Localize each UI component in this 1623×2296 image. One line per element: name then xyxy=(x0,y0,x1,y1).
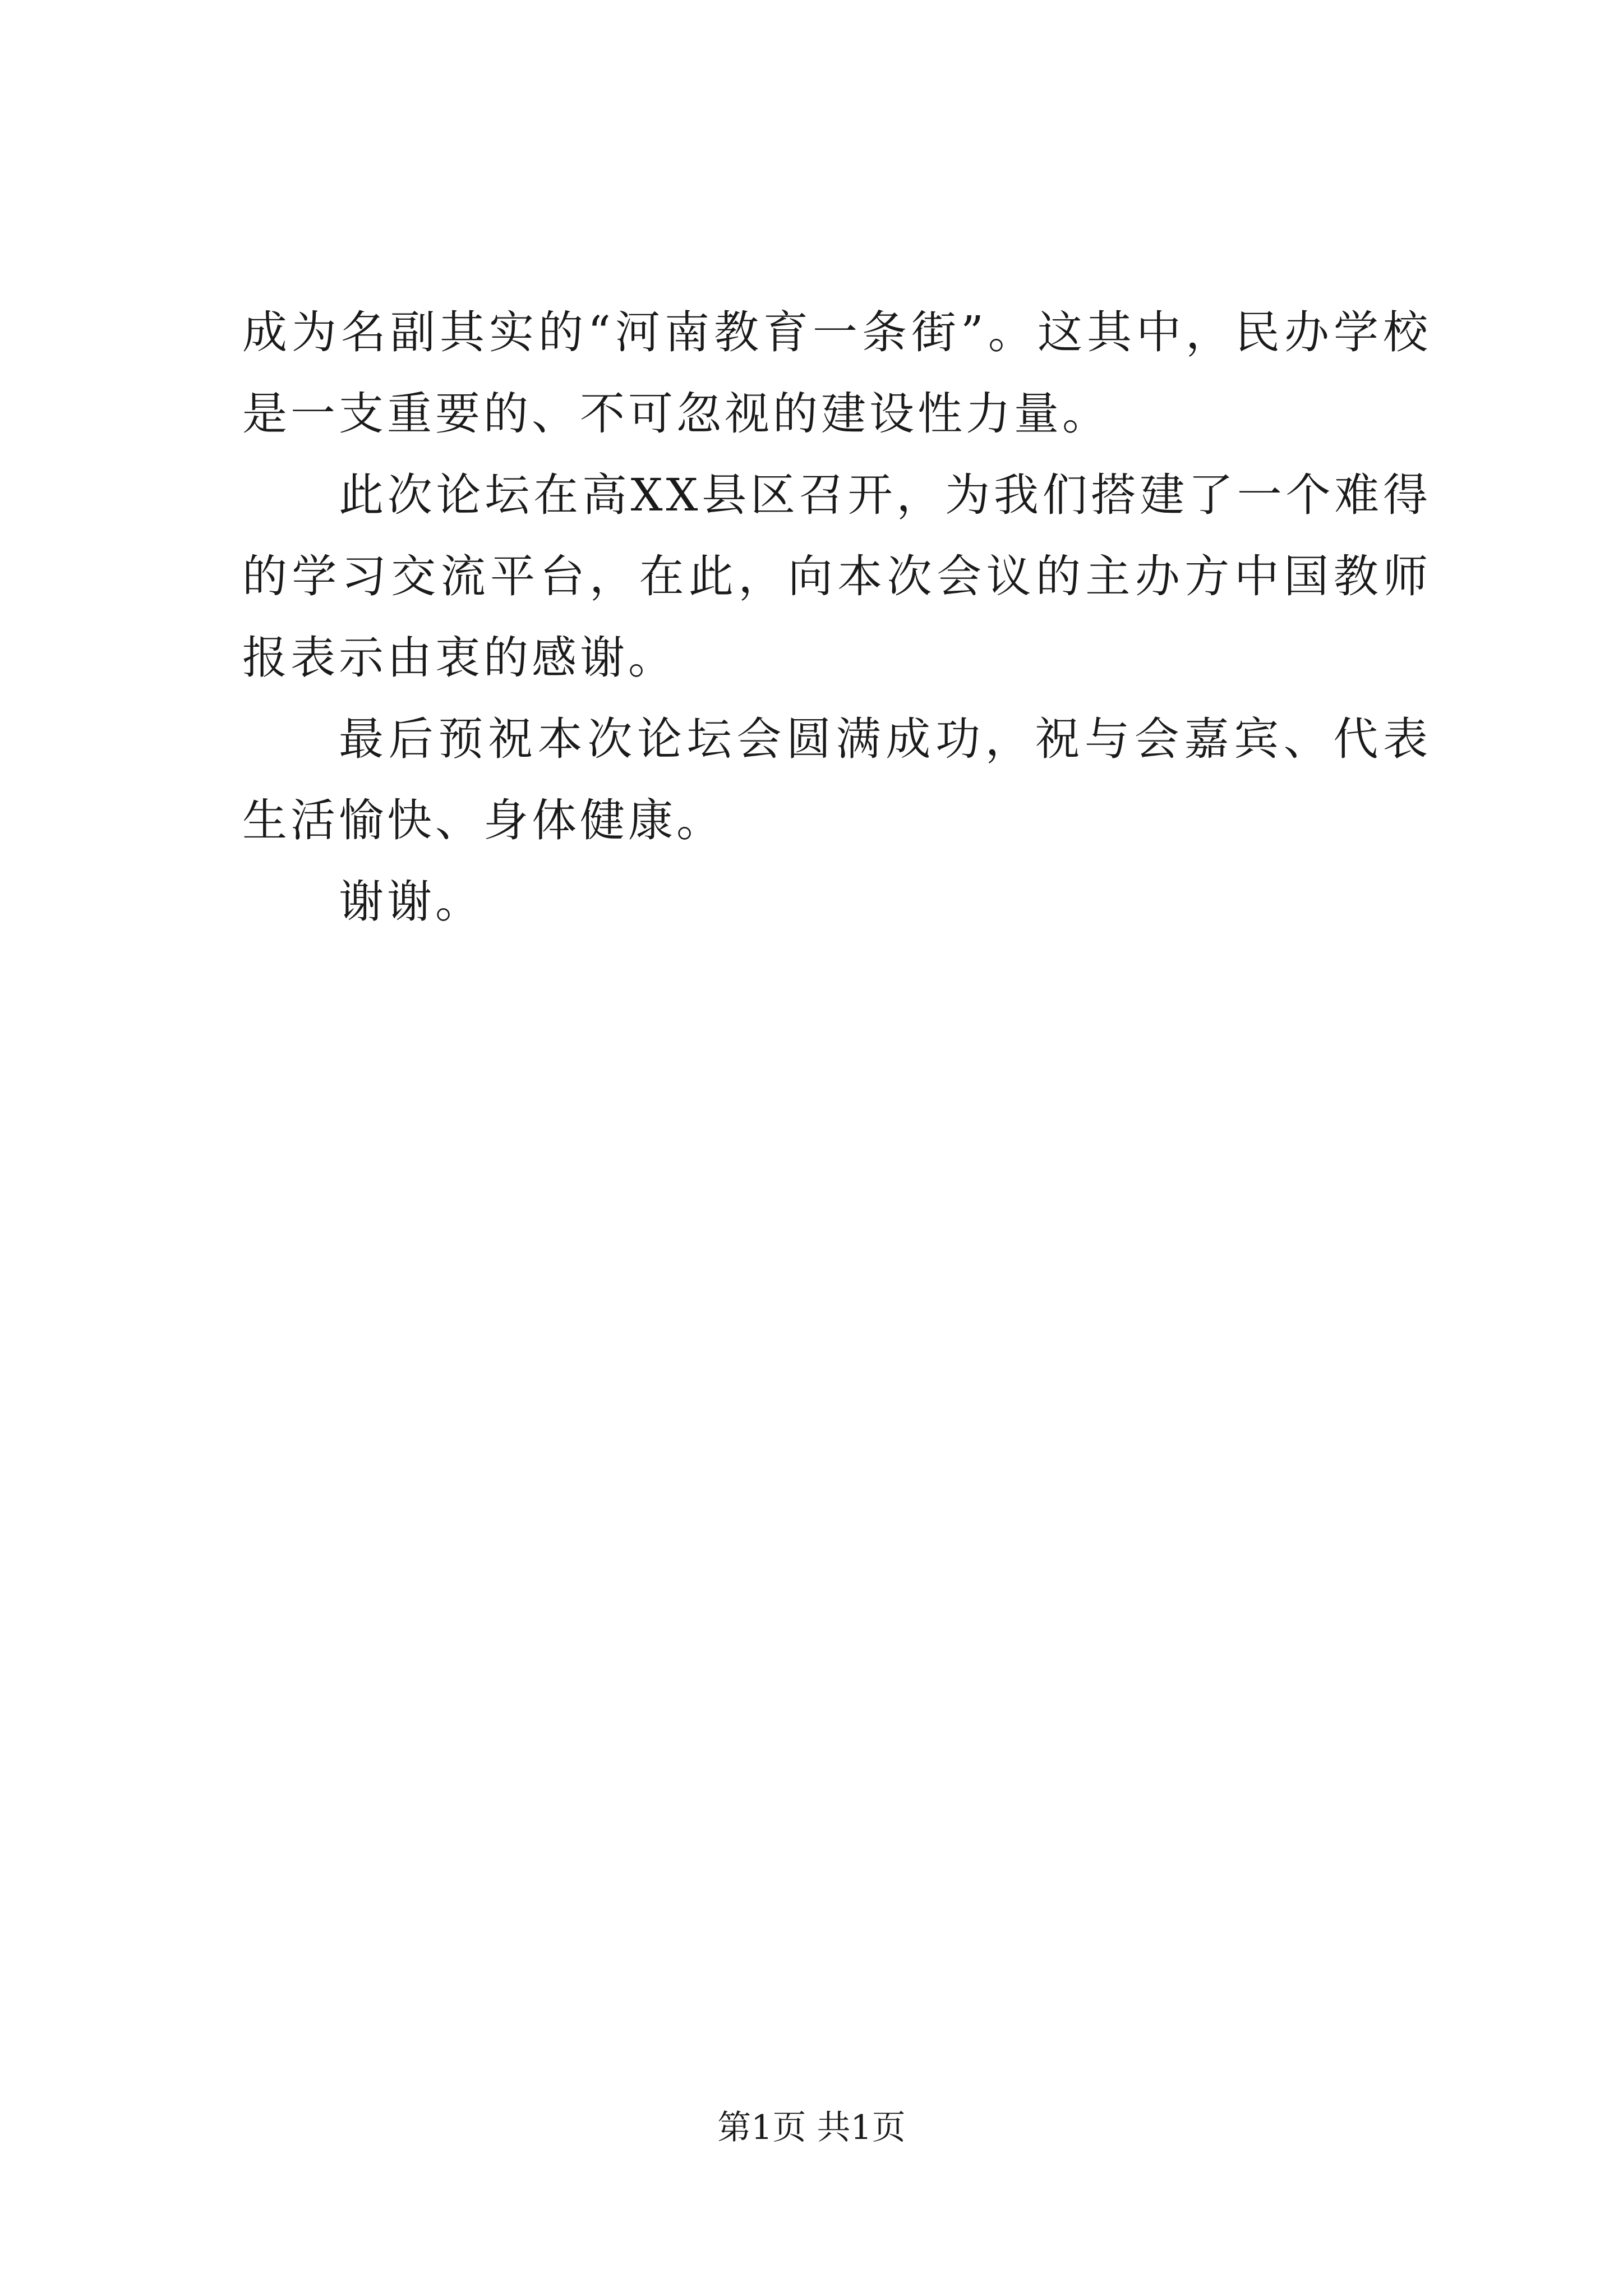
document-body xyxy=(242,292,1431,942)
page-footer: 第1页 共1页 xyxy=(717,2108,906,2147)
paragraph-2: 此次论坛在高XX县区召开，为我们搭建了一个难得的学习交流平台，在此，向本次会议的主办方中国教师报表示由衷的感谢。 xyxy=(242,469,1431,684)
paragraph-1: 成为名副其实的“河南教育一条街”。这其中，民办学校是一支重要的、不可忽视的建设性力量。 xyxy=(242,306,1431,440)
paragraph-4: 谢谢。 xyxy=(339,876,483,928)
paragraph-3: 最后预祝本次论坛会圆满成功，祝与会嘉宾、代表生活愉快、身体健康。 xyxy=(242,713,1431,846)
